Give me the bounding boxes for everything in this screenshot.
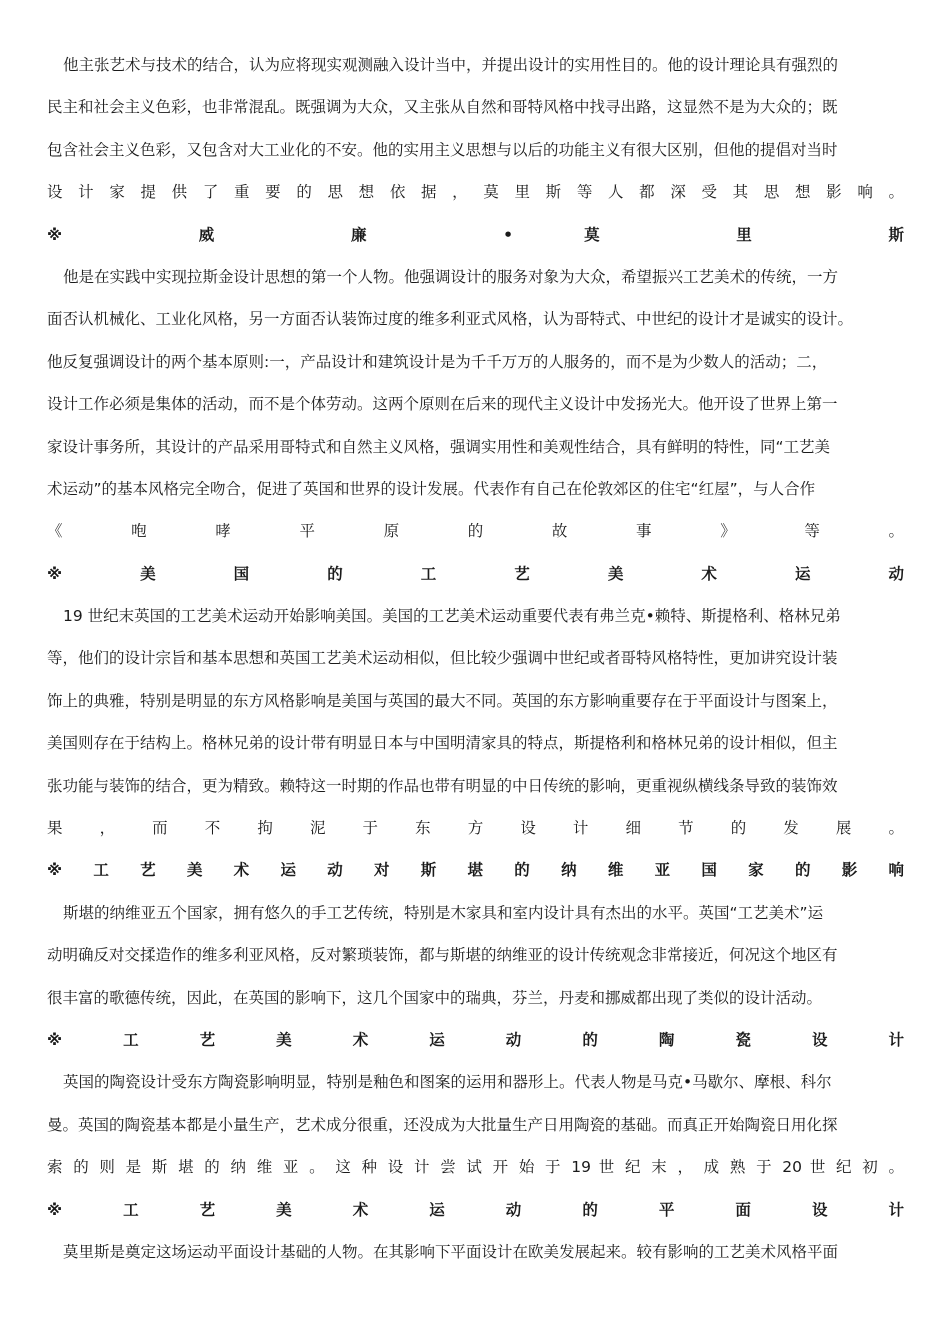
text-line: 设计工作必须是集体的活动，而不是个体劳动。这两个原则在后来的现代主义设计中发扬光大。他开设了世界上第一 bbox=[47, 395, 838, 414]
section-heading: ※ 威 廉 • 莫 里 斯 bbox=[47, 225, 904, 244]
text-line: 英国的陶瓷设计受东方陶瓷影响明显，特别是釉色和图案的运用和器形上。代表人物是马克•马歇尔、摩根、科尔 bbox=[63, 1073, 832, 1092]
text-line: 斯堪的纳维亚五个国家，拥有悠久的手工艺传统，特别是木家具和室内设计具有杰出的水平。英国“工艺美术”运 bbox=[63, 903, 824, 922]
section-heading: ※ 工 艺 美 术 运 动 的 陶 瓷 设 计 bbox=[47, 1030, 904, 1049]
section-heading: ※ 工 艺 美 术 运 动 对 斯 堪 的 纳 维 亚 国 家 的 影 响 bbox=[47, 861, 904, 880]
text-line: 家设计事务所，其设计的产品采用哥特式和自然主义风格，强调实用性和美观性结合，具有鲜明的特性，同“工艺美 bbox=[47, 437, 831, 456]
text-line: 包含社会主义色彩，又包含对大工业化的不安。他的实用主义思想与以后的功能主义有很大区别，但他的提倡对当时 bbox=[47, 140, 838, 159]
text-line: 《 咆 哮 平 原 的 故 事 》 等 。 bbox=[47, 522, 904, 541]
text-line: 莫里斯是奠定这场运动平面设计基础的人物。在其影响下平面设计在欧美发展起来。较有影响的工艺美术风格平面 bbox=[63, 1242, 839, 1261]
text-line: 19 世纪末英国的工艺美术运动开始影响美国。美国的工艺美术运动重要代表有弗兰克•赖特、斯提格利、格林兄弟 bbox=[63, 607, 841, 626]
section-heading: ※ 工 艺 美 术 运 动 的 平 面 设 计 bbox=[47, 1200, 904, 1219]
text-line: 设 计 家 提 供 了 重 要 的 思 想 依 据 ， 莫 里 斯 等 人 都 深 受 其 思 想 影 响 。 bbox=[47, 183, 904, 202]
document-page bbox=[47, 44, 904, 1273]
text-line: 张功能与装饰的结合，更为精致。赖特这一时期的作品也带有明显的中日传统的影响，更重视纵横线条导致的装饰效 bbox=[47, 776, 838, 795]
text-line: 等，他们的设计宗旨和基本思想和英国工艺美术运动相似，但比较少强调中世纪或者哥特风格特性，更加讲究设计装 bbox=[47, 649, 838, 668]
text-line: 很丰富的歌德传统，因此，在英国的影响下，这几个国家中的瑞典，芬兰，丹麦和挪威都出现了类似的设计活动。 bbox=[47, 988, 823, 1007]
text-line: 他反复强调设计的两个基本原则:一，产品设计和建筑设计是为千千万万的人服务的，而不是为少数人的活动；二， bbox=[47, 352, 828, 371]
text-line: 他是在实践中实现拉斯金设计思想的第一个人物。他强调设计的服务对象为大众，希望振兴工艺美术的传统，一方 bbox=[63, 267, 839, 286]
text-line: 民主和社会主义色彩，也非常混乱。既强调为大众，又主张从自然和哥特风格中找寻出路，这显然不是为大众的；既 bbox=[47, 98, 838, 117]
text-line: 术运动”的基本风格完全吻合，促进了英国和世界的设计发展。代表作有自己在伦敦郊区的住宅“红屋”，与人合作 bbox=[47, 479, 816, 498]
section-heading: ※ 美 国 的 工 艺 美 术 运 动 bbox=[47, 564, 904, 583]
text-line: 索 的 则 是 斯 堪 的 纳 维 亚 。 这 种 设 计 尝 试 开 始 于 19 世 纪 末 ， 成 熟 于 20 世 纪 初 。 bbox=[47, 1158, 904, 1177]
text-line: 果 ， 而 不 拘 泥 于 东 方 设 计 细 节 的 发 展 。 bbox=[47, 819, 904, 838]
text-line: 他主张艺术与技术的结合，认为应将现实观测融入设计当中，并提出设计的实用性目的。他的设计理论具有强烈的 bbox=[63, 56, 839, 74]
text-line: 动明确反对交揉造作的维多利亚风格，反对繁琐装饰，都与斯堪的纳维亚的设计传统观念非常接近，何况这个地区有 bbox=[47, 946, 838, 965]
text-line: 饰上的典雅，特别是明显的东方风格影响是美国与英国的最大不同。英国的东方影响重要存在于平面设计与图案上， bbox=[47, 691, 838, 710]
text-line: 美国则存在于结构上。格林兄弟的设计带有明显日本与中国明清家具的特点，斯提格利和格林兄弟的设计相似，但主 bbox=[47, 734, 838, 753]
text-line: 曼。英国的陶瓷基本都是小量生产，艺术成分很重，还没成为大批量生产日用陶瓷的基础。而真正开始陶瓷日用化探 bbox=[47, 1115, 838, 1134]
text-line: 面否认机械化、工业化风格，另一方面否认装饰过度的维多利亚式风格，认为哥特式、中世纪的设计才是诚实的设计。 bbox=[47, 310, 854, 329]
